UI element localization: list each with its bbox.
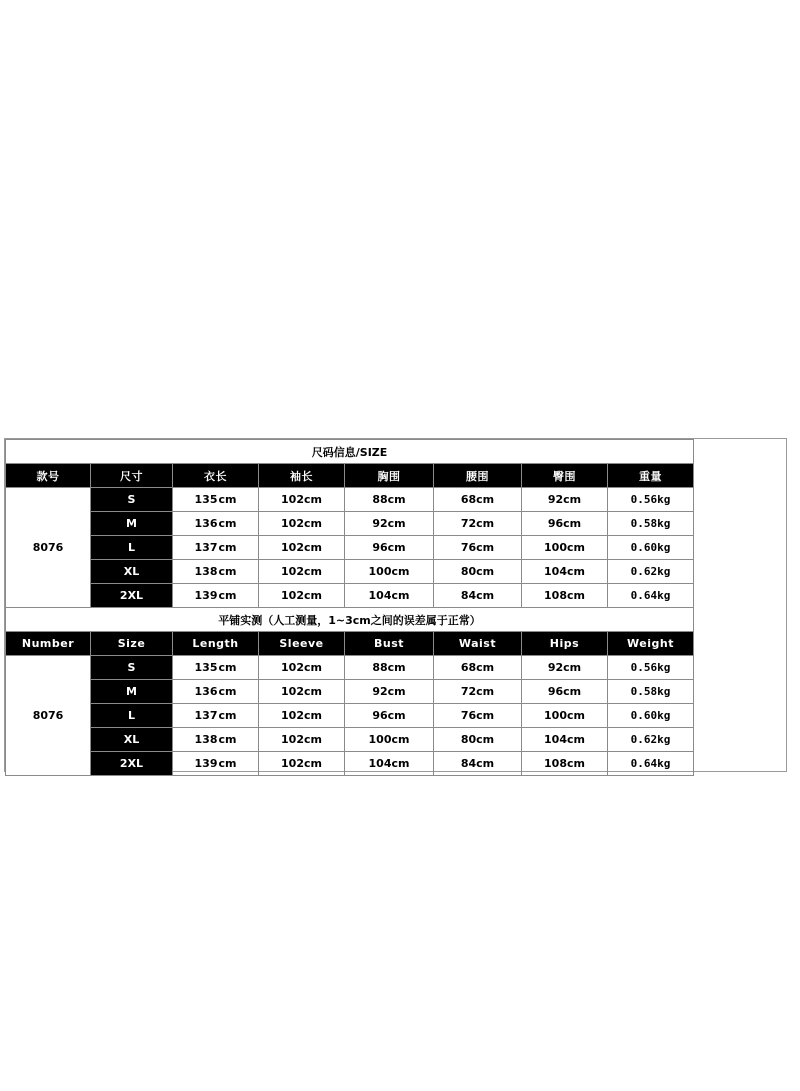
length-cell — [173, 584, 259, 608]
length-value: 136 — [194, 517, 218, 530]
bust-cell: 88cm — [345, 656, 434, 680]
length-unit: cm — [218, 733, 237, 746]
length-cell — [173, 560, 259, 584]
waist-cell: 72cm — [434, 512, 522, 536]
length-unit: cm — [218, 565, 237, 578]
length-cell — [173, 680, 259, 704]
sleeve-cell: 102cm — [259, 704, 345, 728]
length-cell — [173, 752, 259, 776]
length-cell — [173, 536, 259, 560]
weight-cell: 0.60kg — [608, 536, 694, 560]
table-row — [6, 752, 694, 776]
table-row — [6, 560, 694, 584]
sleeve-cell: 102cm — [259, 584, 345, 608]
weight-cell: 0.60kg — [608, 704, 694, 728]
size-cell: M — [91, 512, 173, 536]
length-unit: cm — [218, 661, 237, 674]
sleeve-cell: 102cm — [259, 536, 345, 560]
size-chart-table — [5, 439, 694, 776]
column-header: Weight — [608, 632, 694, 656]
length-unit: cm — [218, 589, 237, 602]
bust-cell: 104cm — [345, 752, 434, 776]
weight-cell: 0.64kg — [608, 752, 694, 776]
sleeve-cell: 102cm — [259, 728, 345, 752]
bust-cell: 96cm — [345, 704, 434, 728]
hips-cell: 100cm — [522, 536, 608, 560]
bust-cell: 88cm — [345, 488, 434, 512]
weight-cell: 0.58kg — [608, 512, 694, 536]
column-header: Sleeve — [259, 632, 345, 656]
table-row — [6, 512, 694, 536]
length-unit: cm — [218, 541, 237, 554]
hips-cell: 92cm — [522, 488, 608, 512]
length-value: 139 — [194, 589, 218, 602]
table-row — [6, 728, 694, 752]
column-header: Number — [6, 632, 91, 656]
size-chart-sheet — [4, 438, 787, 772]
table-caption: 尺码信息/SIZE — [6, 440, 694, 464]
waist-cell: 68cm — [434, 656, 522, 680]
length-unit: cm — [218, 709, 237, 722]
column-header: 款号 — [6, 464, 91, 488]
size-cell: S — [91, 488, 173, 512]
column-header: 腰围 — [434, 464, 522, 488]
bust-cell: 92cm — [345, 512, 434, 536]
column-header: 袖长 — [259, 464, 345, 488]
bust-cell: 104cm — [345, 584, 434, 608]
hips-cell: 100cm — [522, 704, 608, 728]
table-row — [6, 584, 694, 608]
length-cell — [173, 488, 259, 512]
hips-cell: 108cm — [522, 752, 608, 776]
waist-cell: 80cm — [434, 728, 522, 752]
weight-cell: 0.56kg — [608, 488, 694, 512]
table-row — [6, 488, 694, 512]
length-value: 135 — [194, 661, 218, 674]
length-cell — [173, 704, 259, 728]
length-value: 136 — [194, 685, 218, 698]
length-value: 137 — [194, 709, 218, 722]
size-cell: 2XL — [91, 584, 173, 608]
waist-cell: 84cm — [434, 752, 522, 776]
table-caption: 平铺实测（人工测量，1~3cm之间的误差属于正常） — [6, 608, 694, 632]
length-value: 138 — [194, 733, 218, 746]
length-value: 137 — [194, 541, 218, 554]
length-cell — [173, 656, 259, 680]
style-number: 8076 — [6, 656, 91, 776]
weight-cell: 0.56kg — [608, 656, 694, 680]
waist-cell: 68cm — [434, 488, 522, 512]
length-value: 139 — [194, 757, 218, 770]
column-header: 尺寸 — [91, 464, 173, 488]
column-header: Hips — [522, 632, 608, 656]
length-value: 138 — [194, 565, 218, 578]
column-header: 臀围 — [522, 464, 608, 488]
waist-cell: 80cm — [434, 560, 522, 584]
size-cell: M — [91, 680, 173, 704]
length-unit: cm — [218, 685, 237, 698]
length-cell — [173, 728, 259, 752]
column-header: 重量 — [608, 464, 694, 488]
sleeve-cell: 102cm — [259, 656, 345, 680]
table-row — [6, 680, 694, 704]
sleeve-cell: 102cm — [259, 560, 345, 584]
size-cell: 2XL — [91, 752, 173, 776]
sleeve-cell: 102cm — [259, 752, 345, 776]
length-unit: cm — [218, 493, 237, 506]
weight-cell: 0.58kg — [608, 680, 694, 704]
hips-cell: 92cm — [522, 656, 608, 680]
size-cell: S — [91, 656, 173, 680]
column-header: Size — [91, 632, 173, 656]
table-row — [6, 704, 694, 728]
hips-cell: 96cm — [522, 512, 608, 536]
weight-cell: 0.62kg — [608, 560, 694, 584]
hips-cell: 104cm — [522, 560, 608, 584]
bust-cell: 100cm — [345, 560, 434, 584]
column-header: 衣长 — [173, 464, 259, 488]
style-number: 8076 — [6, 488, 91, 608]
bust-cell: 100cm — [345, 728, 434, 752]
column-header: 胸围 — [345, 464, 434, 488]
hips-cell: 108cm — [522, 584, 608, 608]
length-value: 135 — [194, 493, 218, 506]
weight-cell: 0.62kg — [608, 728, 694, 752]
column-header: Bust — [345, 632, 434, 656]
size-cell: XL — [91, 728, 173, 752]
size-cell: XL — [91, 560, 173, 584]
length-cell — [173, 512, 259, 536]
length-unit: cm — [218, 757, 237, 770]
waist-cell: 84cm — [434, 584, 522, 608]
column-header: Length — [173, 632, 259, 656]
table-row — [6, 656, 694, 680]
sleeve-cell: 102cm — [259, 512, 345, 536]
size-cell: L — [91, 704, 173, 728]
bust-cell: 92cm — [345, 680, 434, 704]
size-cell: L — [91, 536, 173, 560]
weight-cell: 0.64kg — [608, 584, 694, 608]
sleeve-cell: 102cm — [259, 488, 345, 512]
waist-cell: 76cm — [434, 536, 522, 560]
table-row — [6, 536, 694, 560]
waist-cell: 72cm — [434, 680, 522, 704]
length-unit: cm — [218, 517, 237, 530]
column-header: Waist — [434, 632, 522, 656]
bust-cell: 96cm — [345, 536, 434, 560]
hips-cell: 96cm — [522, 680, 608, 704]
waist-cell: 76cm — [434, 704, 522, 728]
hips-cell: 104cm — [522, 728, 608, 752]
sleeve-cell: 102cm — [259, 680, 345, 704]
